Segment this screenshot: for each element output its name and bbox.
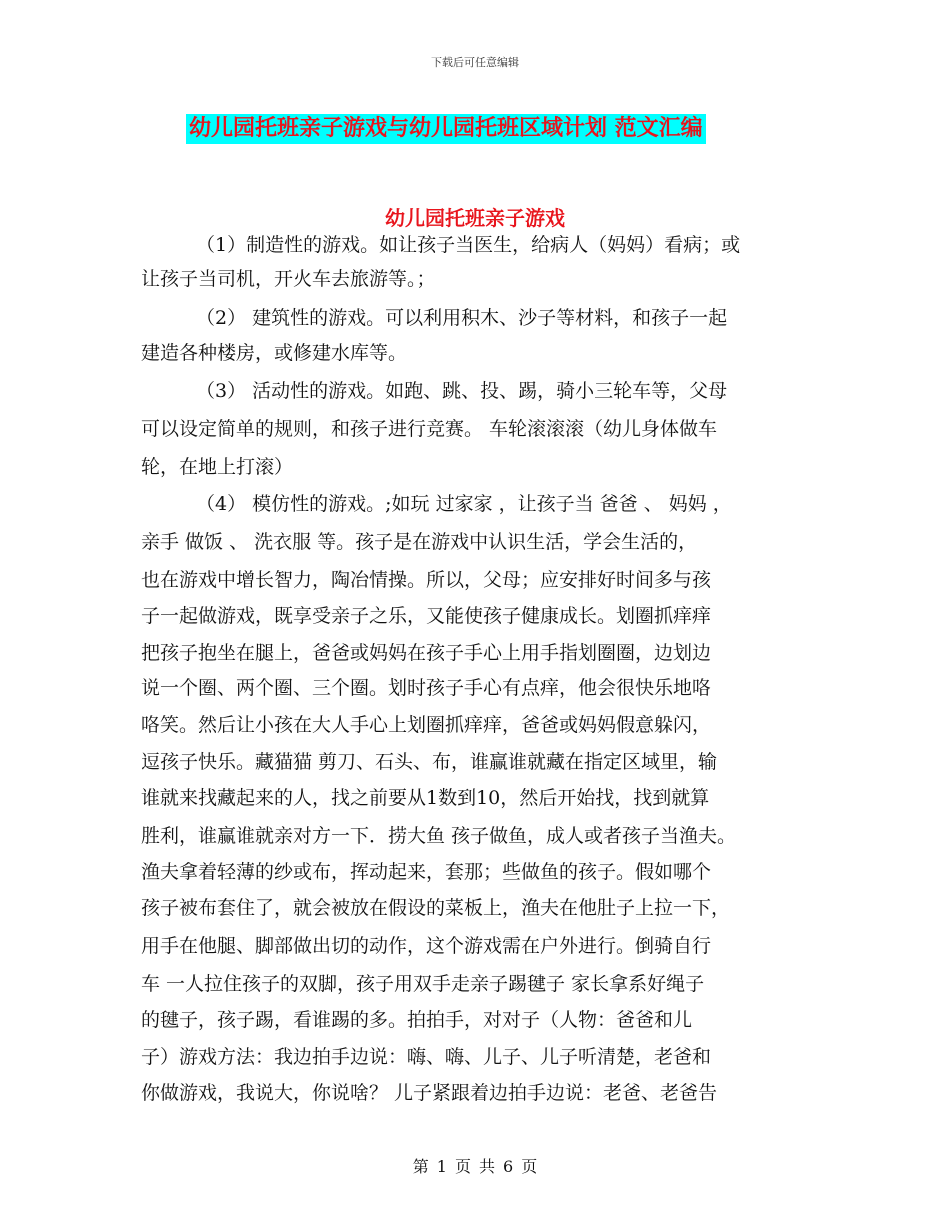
body-line: （4） 模仿性的游戏。;如玩 过家家 ，让孩子当 爸爸 、 妈妈 ， xyxy=(196,493,732,515)
footer-total-label: 共 xyxy=(479,1157,496,1176)
document-title: 幼儿园托班亲子游戏与幼儿园托班区域计划 范文汇编 xyxy=(186,114,706,144)
body-line: （1）制造性的游戏。如让孩子当医生，给病人（妈妈）看病；或 xyxy=(196,234,741,256)
body-line: （3） 活动性的游戏。如跑、跳、投、踢，骑小三轮车等，父母 xyxy=(196,380,728,402)
body-line: 说一个圈、两个圈、三个圈。划时孩子手心有点痒，他会很快乐地咯 xyxy=(141,677,712,699)
footer-total-pages: 6 xyxy=(503,1157,514,1176)
body-line: 亲手 做饭 、 洗衣服 等。孩子是在游戏中认识生活，学会生活的， xyxy=(141,531,698,553)
body-line: 逗孩子快乐。藏猫猫 剪刀、石头、布，谁赢谁就藏在指定区域里，输 xyxy=(141,751,718,773)
body-line: 用手在他腿、脚部做出切的动作，这个游戏需在户外进行。倒骑自行 xyxy=(141,935,712,957)
body-line: 子一起做游戏，既享受亲子之乐，又能使孩子健康成长。划圈抓痒痒 xyxy=(141,605,712,627)
page-footer xyxy=(0,1154,950,1177)
body-line: 让孩子当司机，开火车去旅游等。； xyxy=(141,268,436,290)
body-line: 谁就来找藏起来的人，找之前要从1数到10，然后开始找，找到就算 xyxy=(141,787,710,809)
body-line: 渔夫拿着轻薄的纱或布，挥动起来，套那；些做鱼的孩子。假如哪个 xyxy=(141,861,712,883)
body-line: 子）游戏方法：我边拍手边说：嗨、嗨、儿子、儿子听清楚，老爸和 xyxy=(141,1046,712,1068)
body-line: 孩子被布套住了，就会被放在假设的菜板上，渔夫在他肚子上拉一下， xyxy=(141,897,731,919)
footer-page-number: 1 xyxy=(436,1157,447,1176)
section-title: 幼儿园托班亲子游戏 xyxy=(385,206,565,230)
body-line: 的毽子，孩子踢，看谁踢的多。拍拍手，对对子（人物：爸爸和儿 xyxy=(141,1009,693,1031)
body-line: 建造各种楼房，或修建水库等。 xyxy=(141,342,408,364)
body-line: 胜利，谁赢谁就亲对方一下．捞大鱼 孩子做鱼，成人或者孩子当渔夫。 xyxy=(141,825,737,847)
body-line: 轮，在地上打滚） xyxy=(141,456,294,478)
body-line: 车 一人拉住孩子的双脚，孩子用双手走亲子踢毽子 家长拿系好绳子 xyxy=(141,973,705,995)
footer-page-label: 第 xyxy=(412,1157,429,1176)
body-line: 可以设定简单的规则，和孩子进行竞赛。 车轮滚滚滚（幼儿身体做车 xyxy=(141,418,718,440)
body-line: 把孩子抱坐在腿上，爸爸或妈妈在孩子手心上用手指划圈圈，边划边 xyxy=(141,642,712,664)
body-line: 咯笑。然后让小孩在大人手心上划圈抓痒痒，爸爸或妈妈假意躲闪， xyxy=(141,714,712,736)
body-line: 也在游戏中增长智力，陶冶情操。所以，父母；应安排好时间多与孩 xyxy=(141,569,712,591)
header-note: 下载后可任意编辑 xyxy=(431,56,519,69)
body-line: （2） 建筑性的游戏。可以利用积木、沙子等材料，和孩子一起 xyxy=(196,307,728,329)
body-line: 你做游戏，我说大，你说啥？ 儿子紧跟着边拍手边说：老爸、老爸告 xyxy=(141,1082,718,1104)
footer-page-unit: 页 xyxy=(454,1157,471,1176)
footer-total-unit: 页 xyxy=(521,1157,538,1176)
